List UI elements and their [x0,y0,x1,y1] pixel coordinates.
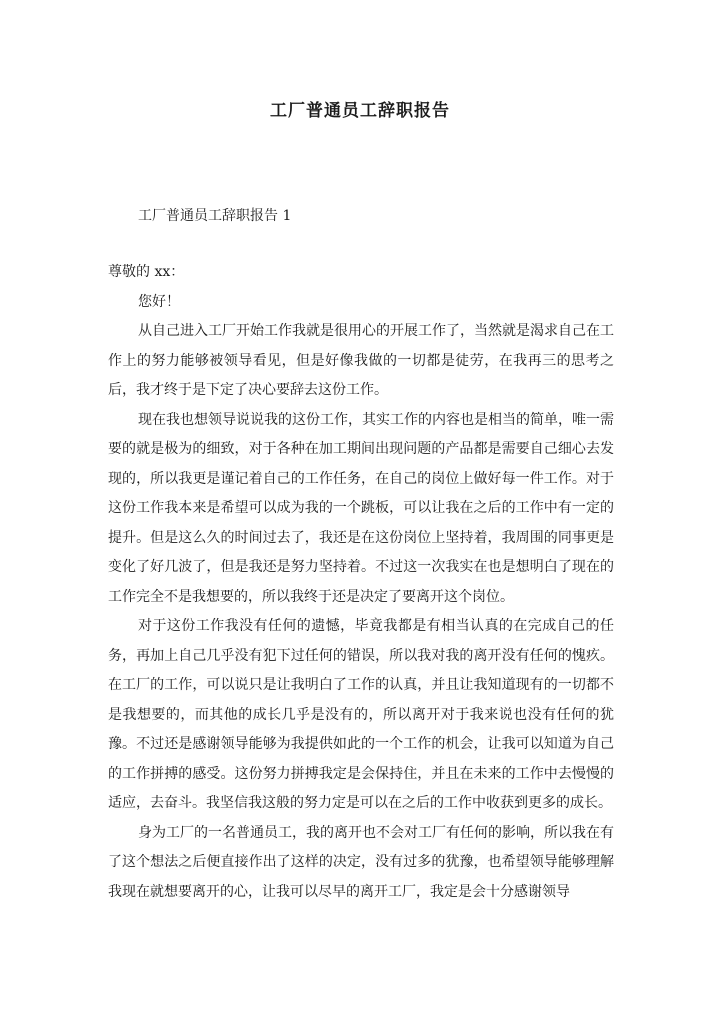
document-title: 工厂普通员工辞职报告 [270,101,450,121]
letter-body [108,258,614,907]
section-heading: 工厂普通员工辞职报告 1 [138,208,292,224]
paragraph-2: 现在我也想领导说说我的这份工作，其实工作的内容也是相当的简单，唯一需要的就是极为的细致，对于各种在加工期间出现问题的产品都是需要自己细心去发现的，所以我更是谨记着自己的工作任务，在自己的岗位上做好每一件工作。对于这份工作我本来是希望可以成为我的一个跳板，可以让我在之后的工作中有一定的提升。但是这么久的时间过去了，我还是在这份岗位上坚持着，我周围的同事更是变化了好几波了，但是我还是努力坚持着。不过这一次我实在也是想明白了现在的工作完全不是我想要的，所以我终于还是决定了要离开这个岗位。 [108,411,614,605]
salutation: 尊敬的 xx： [108,264,185,280]
paragraph-1: 从自己进入工厂开始工作我就是很用心的开展工作了，当然就是渴求自己在工作上的努力能够被领导看见，但是好像我做的一切都是徒劳，在我再三的思考之后，我才终于是下定了决心要辞去这份工作。 [108,323,614,398]
greeting: 您好！ [138,293,180,310]
paragraph-3: 对于这份工作我没有任何的遗憾，毕竟我都是有相当认真的在完成自己的任务，再加上自己几乎没有犯下过任何的错误，所以我对我的离开没有任何的愧疚。在工厂的工作，可以说只是让我明白了工作的认真，并且让我知道现有的一切都不是我想要的，而其他的成长几乎是没有的，所以离开对于我来说也没有任何的犹豫。不过还是感谢领导能够为我提供如此的一个工作的机会，让我可以知道为自己的工作拼搏的感受。这份努力拼搏我定是会保持住，并且在未来的工作中去慢慢的适应，去奋斗。我坚信我这般的努力定是可以在之后的工作中收获到更多的成长。 [108,618,614,811]
paragraph-4: 身为工厂的一名普通员工，我的离开也不会对工厂有任何的影响，所以我在有了这个想法之后便直接作出了这样的决定，没有过多的犹豫，也希望领导能够理解我现在就想要离开的心，让我可以尽早的离开工厂，我定是会十分感谢领导 [108,824,614,900]
